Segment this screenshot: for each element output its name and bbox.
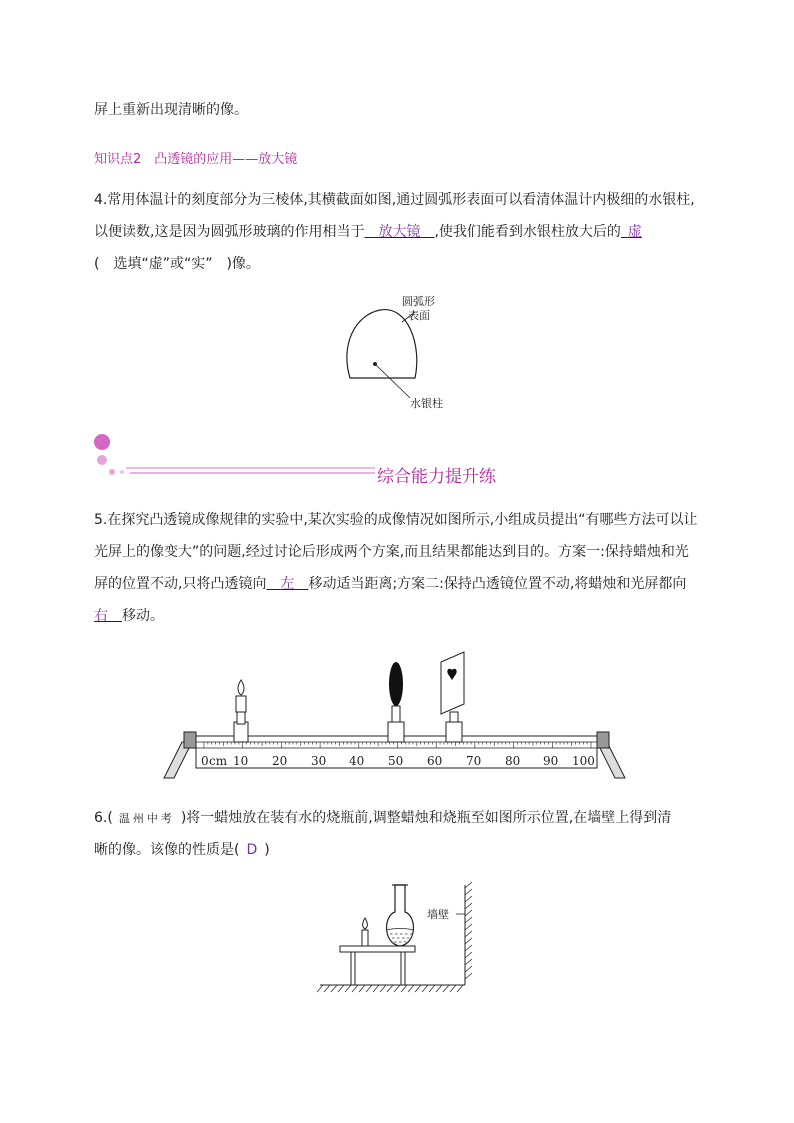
q5-line1: 5.在探究凸透镜成像规律的实验中,某次实验的成像情况如图所示,小组成员提出“有哪些方法可以让 [94, 512, 698, 528]
q6-line2-text-a: 晰的像。该像的性质是( [94, 842, 240, 858]
q6-answer: D [246, 842, 258, 858]
floor-hatch-line [324, 985, 330, 992]
floor-hatch-line [359, 985, 365, 992]
label-mercury-column: 水银柱 [410, 397, 443, 410]
ruler-tick-label-10: 10 [233, 754, 249, 768]
floor-hatch-line [457, 985, 463, 992]
floor-hatch-line [394, 985, 400, 992]
candle-flame [238, 680, 244, 695]
screen-holder [441, 652, 464, 742]
ruler-tick-label-0: 0 [201, 754, 209, 768]
ruler-tick-label-40: 40 [349, 754, 365, 768]
section-header-title: 综合能力提升练 [377, 467, 496, 487]
floor-hatch-line [422, 985, 428, 992]
decor-circle-medium [97, 455, 107, 465]
wall-hatch-line [465, 924, 472, 930]
floor-hatching [317, 985, 463, 992]
wall-hatching [465, 882, 472, 979]
decor-circle-small [109, 469, 115, 475]
flask-wall-figure [315, 880, 485, 995]
convex-lens [389, 662, 403, 706]
lens-holder [388, 662, 404, 742]
bench-right-end [597, 732, 609, 748]
cross-section-outline [347, 310, 417, 378]
wall-hatch-line [465, 882, 472, 888]
ruler-tick-label-70: 70 [466, 754, 482, 768]
ruler-tick-label-50: 50 [388, 754, 404, 768]
q4-line2-text-a: 以便读数,这是因为圆弧形玻璃的作用相当于 [94, 224, 365, 240]
q5-line3-text-b: 移动适当距离;方案二:保持凸透镜位置不动,将蜡烛和光屏都向 [308, 576, 687, 592]
floor-hatch-line [436, 985, 442, 992]
q4-answer-1: 放大镜 [378, 224, 421, 240]
floor-hatch-line [408, 985, 414, 992]
wall-hatch-line [465, 917, 472, 923]
wall-hatch-line [465, 945, 472, 951]
candle-body [236, 696, 246, 712]
wall-label: 墙壁 [427, 908, 449, 921]
optical-bench-figure [160, 650, 630, 785]
q5-line3 [94, 574, 686, 594]
q3-tail: 屏上重新出现清晰的像。 [94, 102, 248, 118]
q6-line1-text-b: )将一蜡烛放在装有水的烧瓶前,调整蜡烛和烧瓶至如图所示位置,在墙壁上得到清 [180, 810, 672, 826]
floor-hatch-line [387, 985, 393, 992]
floor-hatch-line [415, 985, 421, 992]
floor-hatch-line [373, 985, 379, 992]
floor-hatch-line [317, 985, 323, 992]
q4-answer-2: 虚 [627, 224, 642, 240]
thermometer-cross-section-figure [330, 290, 480, 420]
ruler-tick-label-80: 80 [505, 754, 521, 768]
section-header-decoration [90, 430, 380, 480]
q5-line2: 光屏上的像变大”的问题,经过讨论后形成两个方案,而且结果都能达到目的。方案一:保持蜡烛和光 [94, 544, 689, 560]
floor-hatch-line [429, 985, 435, 992]
knowledge-point-title: 知识点2 凸透镜的应用——放大镜 [94, 152, 298, 167]
decor-circle-large [94, 434, 110, 450]
bench-left-end [184, 732, 196, 748]
table-leg-right [401, 952, 405, 985]
q5-answer-2: 右 [94, 608, 108, 624]
ruler-unit-label: cm [209, 754, 228, 768]
q5-answer-1: 左 [280, 576, 295, 592]
wall-hatch-line [465, 903, 472, 909]
floor-hatch-line [331, 985, 337, 992]
round-flask [387, 885, 414, 946]
light-screen [441, 652, 464, 714]
q5-line4 [94, 606, 164, 626]
mercury-pointer-line [375, 364, 410, 398]
wall-hatch-line [465, 910, 472, 916]
label-arc-surface-1: 圆弧形 [402, 295, 435, 308]
floor-hatch-line [366, 985, 372, 992]
candle-holder [234, 680, 248, 742]
ruler-tick-label-20: 20 [272, 754, 288, 768]
ruler-tick-label-100: 100 [572, 754, 595, 768]
q4-line2-text-b: ,使我们能看到水银柱放大后的 [434, 224, 621, 240]
q6-line1 [94, 808, 671, 829]
q4-line1: 4.常用体温计的刻度部分为三棱体,其横截面如图,通过圆弧形表面可以看清体温计内极细的水银柱, [94, 192, 695, 208]
ruler-tick-label-90: 90 [543, 754, 559, 768]
wall-hatch-line [465, 952, 472, 958]
q6-candle-body [362, 930, 368, 946]
label-arc-surface-2: 表面 [408, 309, 430, 322]
floor-hatch-line [345, 985, 351, 992]
q6-line2 [94, 840, 270, 860]
wall-hatch-line [465, 896, 472, 902]
q6-line2-text-b: ) [264, 842, 270, 858]
wall-hatch-line [465, 973, 472, 979]
q4-line2 [94, 222, 642, 242]
floor-hatch-line [338, 985, 344, 992]
wall-hatch-line [465, 938, 472, 944]
decor-circle-tiny [120, 470, 124, 474]
floor-hatch-line [450, 985, 456, 992]
floor-hatch-line [352, 985, 358, 992]
q5-line4-text: 移动。 [122, 608, 164, 624]
q6-candle-flame [363, 918, 368, 929]
wall-hatch-line [465, 966, 472, 972]
q4-line3: ( 选填“虚”或“实” )像。 [94, 256, 260, 272]
q6-source: 温州中考 [118, 812, 175, 825]
table-leg-left [351, 952, 355, 985]
wall-hatch-line [465, 889, 472, 895]
q6-line1-text-a: 6.( [94, 810, 113, 826]
wall-hatch-line [465, 931, 472, 937]
floor-hatch-line [401, 985, 407, 992]
floor-hatch-line [380, 985, 386, 992]
q5-line3-text-a: 屏的位置不动,只将凸透镜向 [94, 576, 267, 592]
ruler-tick-label-60: 60 [427, 754, 443, 768]
floor-hatch-line [443, 985, 449, 992]
ruler-tick-label-30: 30 [311, 754, 327, 768]
wall-hatch-line [465, 959, 472, 965]
table-top [340, 946, 415, 952]
